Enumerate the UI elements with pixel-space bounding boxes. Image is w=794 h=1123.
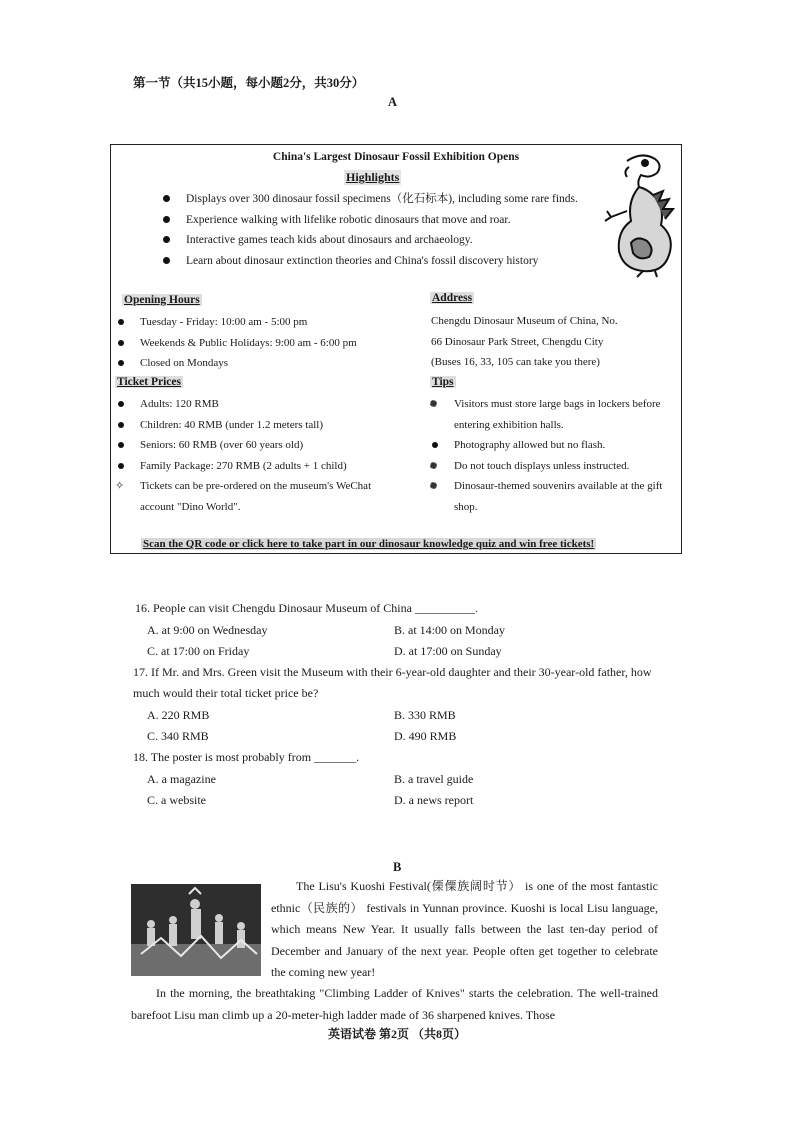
bullet-icon	[163, 236, 170, 243]
bullet-icon	[118, 319, 124, 325]
address-line: Chengdu Dinosaur Museum of China, No.	[431, 315, 618, 327]
tip-row	[429, 456, 669, 477]
ticket-text: Children: 40 RMB (under 1.2 meters tall)	[140, 418, 323, 431]
exhibition-poster	[110, 144, 682, 554]
question-16-stem: 16. People can visit Chengdu Dinosaur Museum of China __________.	[135, 601, 478, 615]
q16-option-b: B. at 14:00 on Monday	[394, 623, 505, 637]
hours-row	[115, 333, 415, 354]
poster-title: China's Largest Dinosaur Fossil Exhibition Opens	[272, 151, 520, 163]
opening-hours-list	[115, 312, 415, 374]
preorder-row-cont	[115, 497, 425, 518]
q16-option-a: A. at 9:00 on Wednesday	[147, 623, 268, 637]
question-18-stem: 18. The poster is most probably from _______.	[133, 750, 360, 764]
section-title: 第一节（共15小题，每小题2分，共30分）	[133, 76, 365, 90]
bullet-icon	[118, 360, 124, 366]
ticket-text: Adults: 120 RMB	[140, 398, 219, 410]
bullet-icon	[430, 462, 437, 469]
highlight-text: Experience walking with lifelike robotic dinosaurs that move and roar.	[186, 213, 511, 226]
bullet-icon	[430, 482, 437, 489]
part-b-label: B	[393, 860, 402, 874]
highlight-item	[161, 210, 591, 231]
tips-heading: Tips	[432, 376, 454, 388]
bullet-icon	[118, 401, 124, 407]
address-line: 66 Dinosaur Park Street, Chengdu City	[431, 335, 604, 348]
q18-option-b: B. a travel guide	[394, 772, 474, 786]
ticket-row	[115, 435, 425, 456]
hours-row	[115, 353, 415, 374]
q17-option-a: A. 220 RMB	[147, 708, 210, 722]
bullet-icon	[118, 422, 124, 428]
highlights-list	[161, 189, 591, 271]
part-a-label: A	[388, 95, 398, 109]
address-heading: Address	[432, 292, 473, 304]
ticket-prices-list	[115, 394, 425, 517]
part-b-paragraph-2: In the morning, the breathtaking "Climbing Ladder of Knives" starts the celebration. The well-trained barefoot Lisu man climb up a 20-meter-high ladder made of 36 sharpened knives. Those	[131, 986, 658, 1022]
bullet-icon	[430, 400, 437, 407]
bullet-icon	[118, 463, 124, 469]
quiz-link[interactable]: Scan the QR code or click here to take part in our dinosaur knowledge quiz and win free tickets!	[143, 538, 595, 550]
opening-hours-heading: Opening Hours	[124, 294, 200, 306]
highlight-item	[161, 230, 591, 251]
ticket-text: Seniors: 60 RMB (over 60 years old)	[140, 439, 304, 451]
part-b-paragraph-1: The Lisu's Kuoshi Festival(傈僳族阔时节） is one of the most fantastic ethnic（民族的） festivals in Yunnan province. Kuoshi is local Lisu language, which means New Year. It usually falls between the last ten-day period of December and January of the next year. People often get together to celebrate the coming new year!	[271, 879, 658, 979]
question-17-stem: 17. If Mr. and Mrs. Green visit the Museum with their 6-year-old daughter and their 30-year-old father, how much would their total ticket price be?	[133, 665, 652, 700]
tip-row	[429, 435, 669, 456]
dancers-image-icon	[131, 884, 261, 976]
ticket-row	[115, 394, 425, 415]
ticket-text: Family Package: 270 RMB (2 adults + 1 child)	[140, 459, 347, 472]
bullet-icon	[118, 340, 124, 346]
bullet-icon	[163, 257, 170, 264]
ticket-prices-heading: Ticket Prices	[117, 376, 181, 388]
q17-option-d: D. 490 RMB	[394, 729, 457, 743]
diamond-icon: ✧	[115, 480, 125, 492]
q16-option-c: C. at 17:00 on Friday	[147, 644, 250, 658]
tip-row	[429, 476, 669, 517]
q17-option-c: C. 340 RMB	[147, 729, 209, 743]
highlight-text: Interactive games teach kids about dinosaurs and archaeology.	[186, 234, 473, 246]
tip-row	[429, 394, 669, 435]
preorder-row	[115, 476, 425, 497]
tip-text: Do not touch displays unless instructed.	[454, 459, 630, 472]
ticket-row	[115, 456, 425, 477]
q17-option-b: B. 330 RMB	[394, 708, 456, 722]
tip-text: Visitors must store large bags in lockers before entering exhibition halls.	[454, 398, 661, 431]
bullet-icon	[118, 442, 124, 448]
highlight-item	[161, 189, 591, 210]
q18-option-d: D. a news report	[394, 793, 474, 807]
highlight-text: Learn about dinosaur extinction theories and China's fossil discovery history	[186, 254, 539, 267]
hours-text: Tuesday - Friday: 10:00 am - 5:00 pm	[140, 316, 308, 328]
preorder-text: Tickets can be pre-ordered on the museum's WeChat	[140, 480, 372, 492]
hours-text: Closed on Mondays	[140, 357, 228, 369]
address-block	[431, 311, 671, 373]
q16-option-d: D. at 17:00 on Sunday	[394, 644, 502, 658]
bullet-icon	[163, 195, 170, 202]
festival-photo	[131, 884, 261, 976]
preorder-text: account "Dino World".	[140, 500, 241, 513]
q18-option-a: A. a magazine	[147, 772, 216, 786]
tip-text: Dinosaur-themed souvenirs available at the gift shop.	[454, 480, 663, 513]
bullet-icon	[163, 216, 170, 223]
address-line: (Buses 16, 33, 105 can take you there)	[431, 356, 600, 368]
bullet-icon	[432, 442, 438, 448]
hours-row	[115, 312, 415, 333]
tips-list	[429, 394, 669, 517]
page-footer: 英语试卷 第2页 （共8页）	[327, 1027, 466, 1041]
hours-text: Weekends & Public Holidays: 9:00 am - 6:00 pm	[140, 336, 357, 349]
tip-text: Photography allowed but no flash.	[454, 439, 606, 451]
ticket-row	[115, 415, 425, 436]
cartoon-dinosaur-icon	[597, 151, 679, 279]
highlights-heading: Highlights	[346, 170, 400, 184]
q18-option-c: C. a website	[147, 793, 206, 807]
highlight-item	[161, 251, 591, 272]
highlight-text: Displays over 300 dinosaur fossil specimens（化石标本), including some rare finds.	[186, 193, 578, 205]
